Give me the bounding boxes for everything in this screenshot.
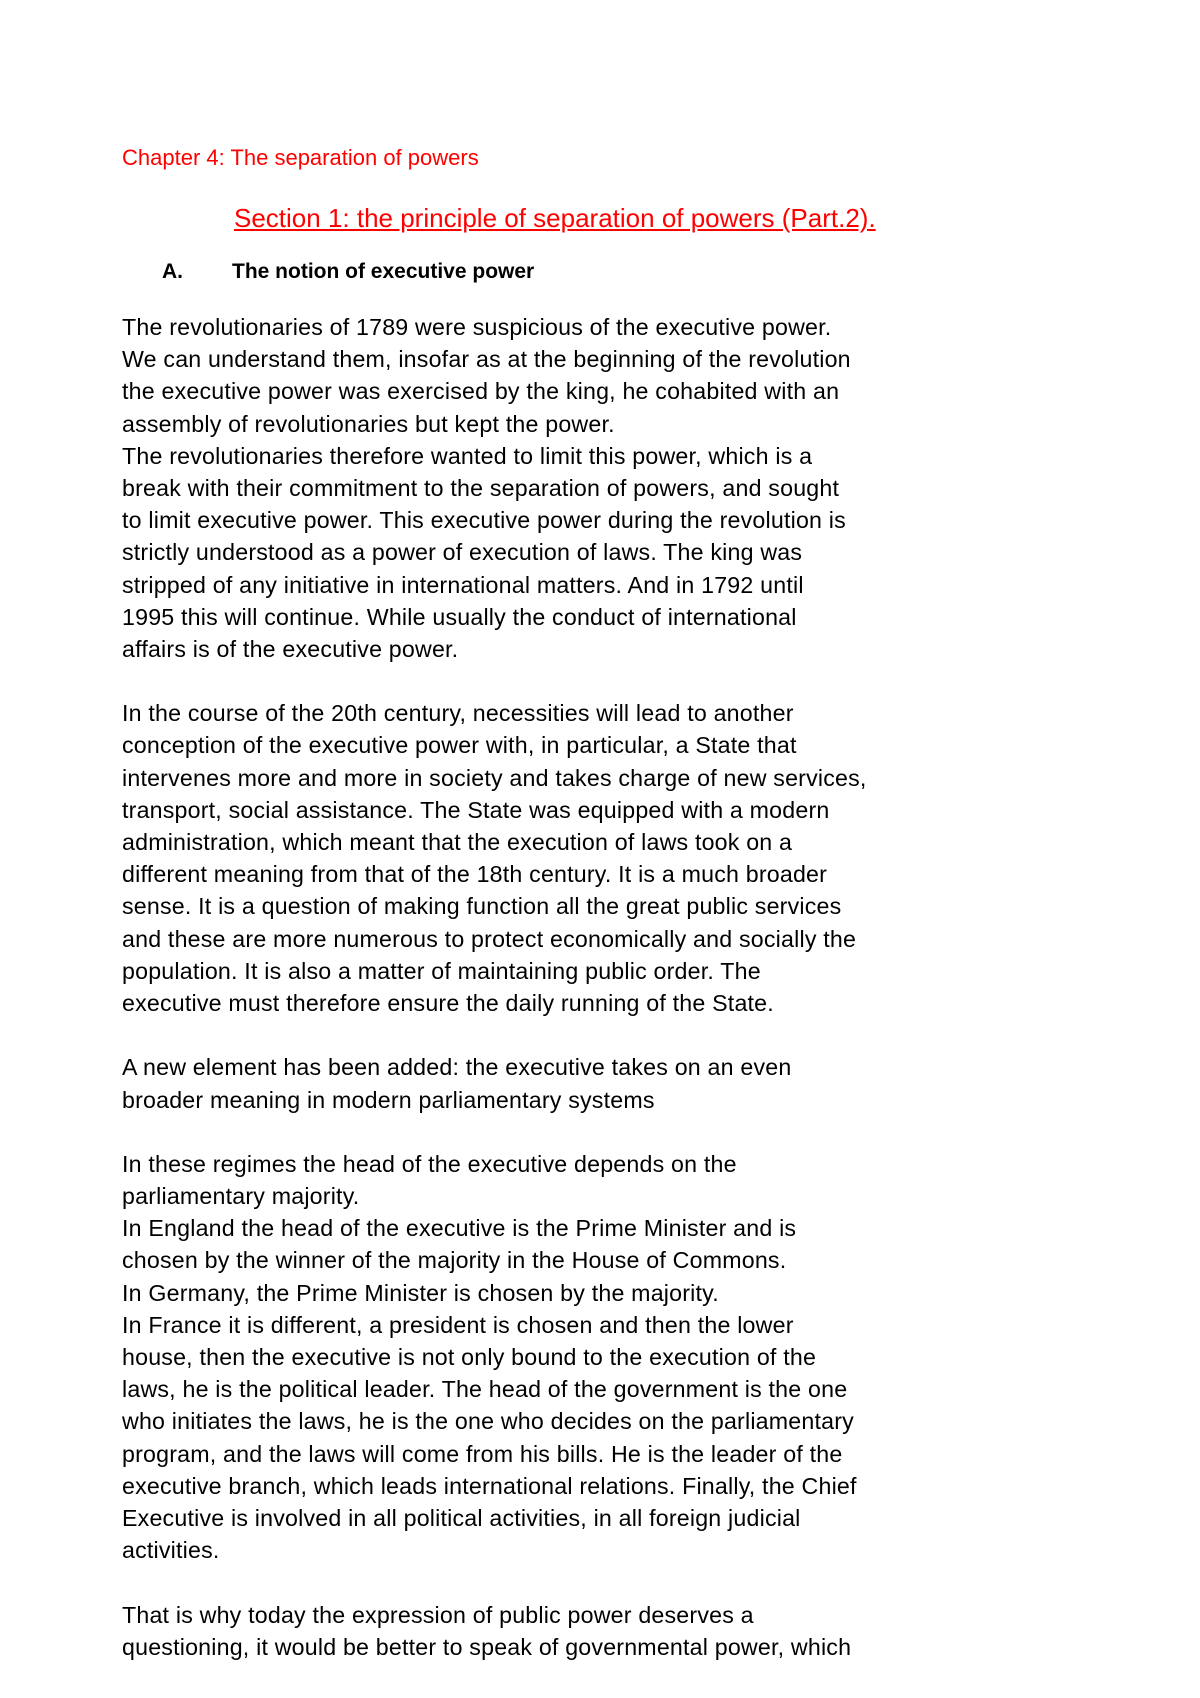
text-line: affairs is of the executive power. bbox=[122, 635, 459, 662]
paragraph bbox=[122, 1599, 1092, 1663]
text-line: We can understand them, insofar as at the beginning of the revolution bbox=[122, 346, 851, 373]
text-line: to limit executive power. This executive power during the revolution is bbox=[122, 507, 846, 534]
subheading-text: The notion of executive power bbox=[232, 260, 535, 283]
text-line: executive branch, which leads international relations. Finally, the Chief bbox=[122, 1472, 857, 1499]
text-line: In Germany, the Prime Minister is chosen by the majority. bbox=[122, 1279, 719, 1306]
text-line: activities. bbox=[122, 1537, 220, 1564]
text-line: In the course of the 20th century, necessities will lead to another bbox=[122, 700, 794, 727]
text-line: conception of the executive power with, in particular, a State that bbox=[122, 732, 797, 759]
text-line: In these regimes the head of the executive depends on the bbox=[122, 1150, 737, 1177]
text-line: strictly understood as a power of execution of laws. The king was bbox=[122, 539, 803, 566]
paragraph-spacer bbox=[122, 665, 1092, 697]
paragraph-spacer bbox=[122, 1019, 1092, 1051]
text-line: assembly of revolutionaries but kept the power. bbox=[122, 410, 615, 437]
chapter-title: Chapter 4: The separation of powers bbox=[122, 145, 479, 170]
paragraph-spacer bbox=[122, 1566, 1092, 1598]
text-line: who initiates the laws, he is the one who decides on the parliamentary bbox=[122, 1408, 854, 1435]
paragraph bbox=[122, 697, 1092, 1019]
text-line: sense. It is a question of making function all the great public services bbox=[122, 893, 842, 920]
text-line: house, then the executive is not only bound to the execution of the bbox=[122, 1344, 817, 1370]
text-line: laws, he is the political leader. The head of the government is the one bbox=[122, 1376, 848, 1403]
paragraph bbox=[122, 311, 1092, 665]
text-line: and these are more numerous to protect economically and socially the bbox=[122, 925, 857, 952]
paragraph bbox=[122, 1148, 1092, 1566]
text-line: executive must therefore ensure the daily running of the State. bbox=[122, 989, 774, 1016]
text-line: chosen by the winner of the majority in the House of Commons. bbox=[122, 1247, 787, 1274]
text-line: 1995 this will continue. While usually the conduct of international bbox=[122, 603, 797, 630]
text-line: That is why today the expression of public power deserves a bbox=[122, 1601, 754, 1628]
text-line: population. It is also a matter of maintaining public order. The bbox=[122, 957, 761, 984]
subheading-letter: A. bbox=[162, 260, 183, 283]
text-line: administration, which meant that the execution of laws took on a bbox=[122, 829, 793, 855]
body-text bbox=[122, 311, 1092, 1663]
text-line: program, and the laws will come from his bills. He is the leader of the bbox=[122, 1440, 843, 1467]
text-line: different meaning from that of the 18th century. It is a much broader bbox=[122, 861, 828, 888]
text-line: broader meaning in modern parliamentary systems bbox=[122, 1086, 655, 1113]
text-line: intervenes more and more in society and takes charge of new services, bbox=[122, 764, 867, 791]
text-line: break with their commitment to the separation of powers, and sought bbox=[122, 474, 840, 501]
text-line: In France it is different, a president is chosen and then the lower bbox=[122, 1311, 794, 1338]
text-line: The revolutionaries therefore wanted to limit this power, which is a bbox=[122, 442, 813, 469]
text-line: the executive power was exercised by the king, he cohabited with an bbox=[122, 378, 840, 405]
text-line: Executive is involved in all political activities, in all foreign judicial bbox=[122, 1504, 801, 1531]
text-line: parliamentary majority. bbox=[122, 1183, 360, 1210]
subheading bbox=[162, 258, 534, 286]
text-line: The revolutionaries of 1789 were suspicious of the executive power. bbox=[122, 314, 832, 340]
text-line: transport, social assistance. The State was equipped with a modern bbox=[122, 796, 830, 823]
text-line: questioning, it would be better to speak of governmental power, which bbox=[122, 1633, 852, 1660]
text-line: In England the head of the executive is the Prime Minister and is bbox=[122, 1215, 797, 1242]
text-line: stripped of any initiative in international matters. And in 1792 until bbox=[122, 571, 804, 598]
text-line: A new element has been added: the executive takes on an even bbox=[122, 1054, 792, 1081]
paragraph-spacer bbox=[122, 1116, 1092, 1148]
paragraph bbox=[122, 1051, 1092, 1115]
section-title: Section 1: the principle of separation of powers (Part.2). bbox=[234, 203, 876, 233]
